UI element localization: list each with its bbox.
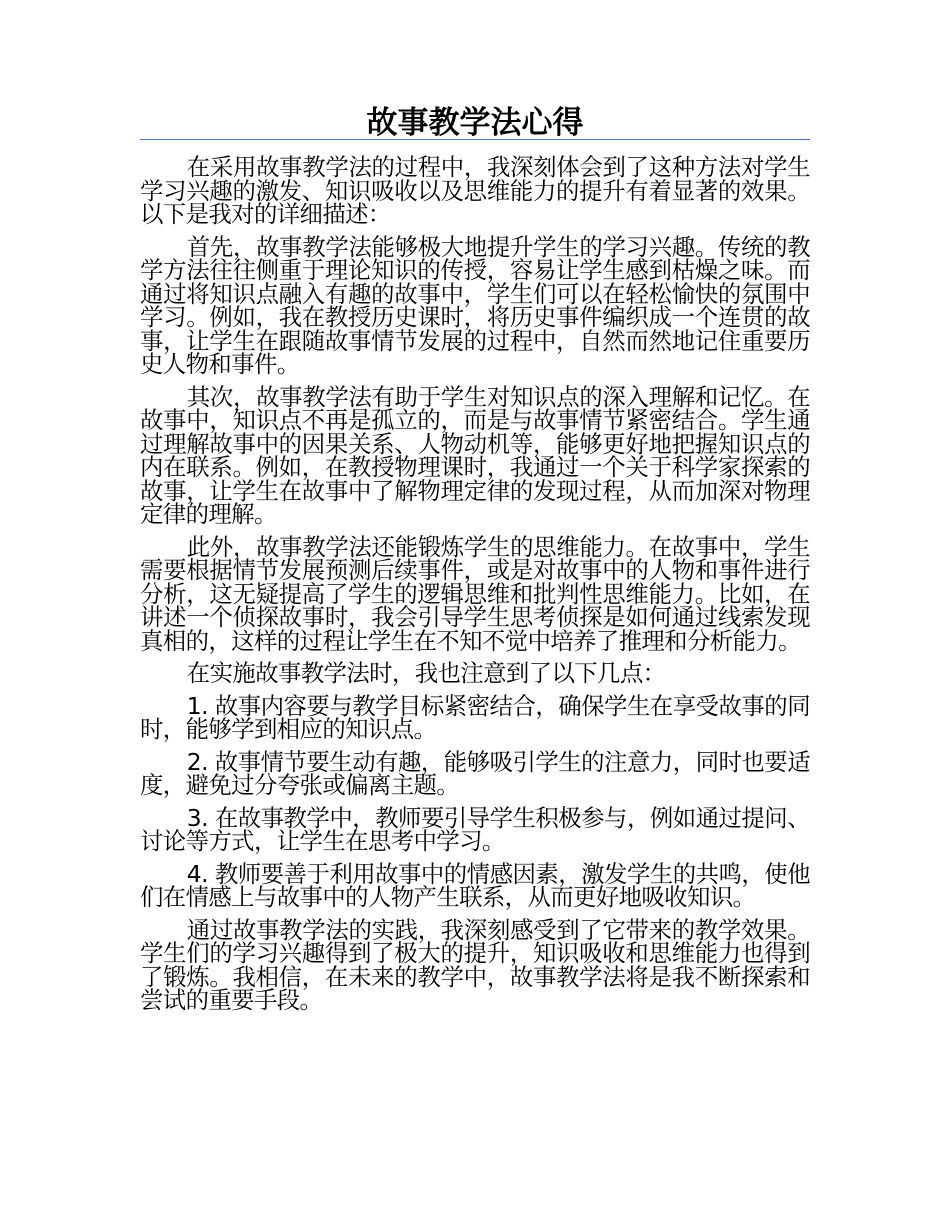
paragraph-interest: 首先，故事教学法能够极大地提升学生的学习兴趣。传统的教学方法往往侧重于理论知识的传授，容易让学生感到枯燥之味。而通过将知识点融入有趣的故事中，学生们可以在轻松愉快的氛围中学习。例如，我在教授历史课时，将历史事件编织成一个连贯的故事，让学生在跟随故事情节发展的过程中，自然而然地记住重要历史人物和事件。 xyxy=(140,232,810,378)
paragraph-notes-intro: 在实施故事教学法时，我也注意到了以下几点： xyxy=(186,659,666,687)
paragraph-conclusion: 通过故事教学法的实践，我深刻感受到了它带来的教学效果。学生们的学习兴趣得到了极大的提升，知识吸收和思维能力也得到了锻炼。我相信，在未来的教学中，故事教学法将是我不断探索和尝试的重要手段。 xyxy=(140,915,810,1014)
document-body xyxy=(140,153,810,1022)
paragraph-thinking: 此外，故事教学法还能锻炼学生的思维能力。在故事中，学生需要根据情节发展预测后续事件，或是对故事中的人物和事件进行分析，这无疑提高了学生的逻辑思维和批判性思维能力。比如，在讲述一个侦探故事时，我会引导学生思考侦探是如何通过线索发现真相的，这样的过程让学生在不知不觉中培养了推理和分析能力。 xyxy=(140,532,810,655)
paragraph-understanding: 其次，故事教学法有助于学生对知识点的深入理解和记忆。在故事中，知识点不再是孤立的，而是与故事情节紧密结合。学生通过理解故事中的因果关系、人物动机等，能够更好地把握知识点的内在联系。例如，在教授物理课时，我通过一个关于科学家探索的故事，让学生在故事中了解物理定律的发现过程，从而加深对物理定律的理解。 xyxy=(140,382,810,528)
paragraph-intro: 在采用故事教学法的过程中，我深刻体会到了这种方法对学生学习兴趣的激发、知识吸收以及思维能力的提升有着显著的效果。以下是我对的详细描述： xyxy=(140,153,810,228)
list-item-4: 4. 教师要善于利用故事中的情感因素，激发学生的共鸣，使他们在情感上与故事中的人物产生联系，从而更好地吸收知识。 xyxy=(140,859,810,911)
title-underline xyxy=(140,139,810,140)
list-item-3: 3. 在故事教学中，教师要引导学生积极参与，例如通过提问、讨论等方式，让学生在思考中学习。 xyxy=(140,803,810,855)
document-title: 故事教学法心得 xyxy=(366,105,584,141)
list-item-2: 2. 故事情节要生动有趣，能够吸引学生的注意力，同时也要适度，避免过分夸张或偏离主题。 xyxy=(140,747,810,799)
list-item-1: 1. 故事内容要与教学目标紧密结合，确保学生在享受故事的同时，能够学到相应的知识点。 xyxy=(140,691,810,743)
